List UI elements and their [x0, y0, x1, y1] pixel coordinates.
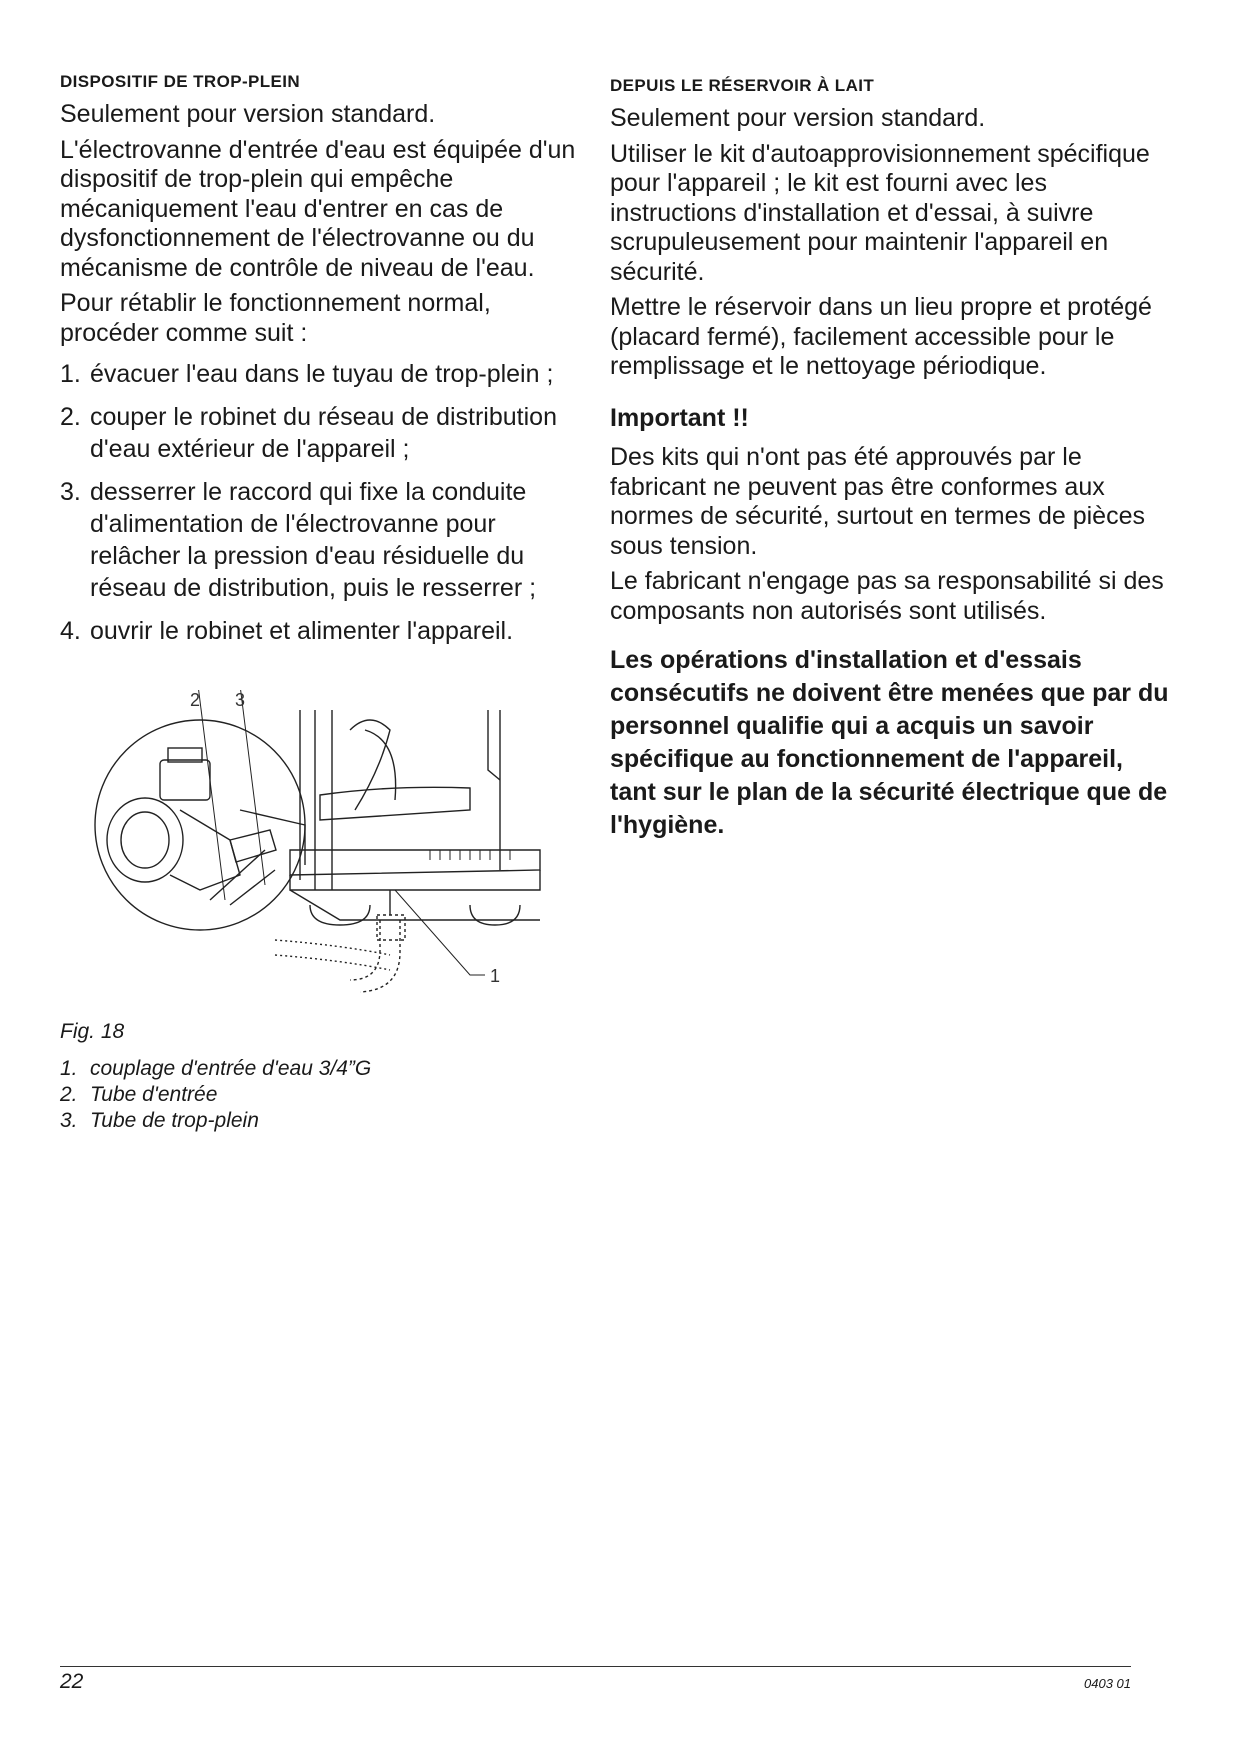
safety-warning: Les opérations d'installation et d'essais consécutifs ne doivent être menées que par du personnel qualifie qui a acquis un savoir spécifique au fonctionnement de l'appareil, tant sur le plan de la sécurité électrique que de l'hygiène.: [610, 646, 1169, 839]
paragraph: L'électrovanne d'entrée d'eau est équipée d'un dispositif de trop-plein qui empêche mécaniquement l'eau d'entrer en cas de dysfonctionnement de l'électrovanne ou du mécanisme de contrôle de niveau de l'eau.: [60, 135, 576, 282]
callout-2: 2: [190, 690, 201, 710]
legend-number: 2.: [60, 1083, 78, 1106]
paragraph: Le fabricant n'engage pas sa responsabilité si des composants non autorisés sont utilisés.: [610, 567, 1164, 625]
page-number: 22: [60, 1670, 84, 1693]
section-heading-overflow: DISPOSITIF DE TROP-PLEIN: [60, 72, 301, 91]
figure-caption: Fig. 18: [60, 1020, 125, 1043]
paragraph: Des kits qui n'ont pas été approuvés par le fabricant ne peuvent pas être conformes aux normes de sécurité, surtout en termes de pièces sous tension.: [610, 443, 1145, 560]
step-item: [60, 476, 590, 604]
step-item: [60, 358, 590, 390]
paragraph: Utiliser le kit d'autoapprovisionnement spécifique pour l'appareil ; le kit est fourni avec les instructions d'installation et d'essai, à suivre scrupuleusement pour maintenir l'appareil en sécurité.: [610, 139, 1150, 286]
step-item: [60, 615, 590, 647]
legend-text: couplage d'entrée d'eau 3/4”G: [90, 1057, 372, 1080]
paragraph: Mettre le réservoir dans un lieu propre et protégé (placard fermé), facilement accessible pour le remplissage et le nettoyage périodique.: [610, 293, 1152, 380]
important-label: Important !!: [610, 403, 749, 432]
legend-item: [60, 1108, 371, 1134]
legend-number: 1.: [60, 1057, 78, 1080]
callout-1: 1: [490, 966, 501, 986]
legend-number: 3.: [60, 1109, 78, 1132]
step-number: 4.: [60, 617, 81, 645]
left-column: [60, 72, 590, 658]
paragraph: Seulement pour version standard.: [610, 104, 986, 132]
section-heading-milk-tank: DEPUIS LE RÉSERVOIR À LAIT: [610, 76, 875, 95]
step-text: ouvrir le robinet et alimenter l'appareil.: [90, 617, 514, 645]
figure-18-diagram: [90, 690, 580, 1000]
legend-text: Tube de trop-plein: [90, 1109, 259, 1132]
step-text: desserrer le raccord qui fixe la conduite d'alimentation de l'électrovanne pour relâcher la pression d'eau résiduelle du réseau de distribution, puis le resserrer ;: [90, 478, 537, 602]
legend-text: Tube d'entrée: [90, 1083, 218, 1106]
right-column: [610, 72, 1170, 848]
step-text: évacuer l'eau dans le tuyau de trop-plein ;: [90, 360, 554, 388]
document-code: 0403 01: [1084, 1676, 1131, 1691]
footer-divider: [60, 1666, 1131, 1667]
step-number: 1.: [60, 360, 81, 388]
legend-item: [60, 1056, 371, 1082]
valve-illustration: [90, 690, 580, 1000]
step-item: [60, 401, 590, 465]
paragraph: Pour rétablir le fonctionnement normal, procéder comme suit :: [60, 289, 491, 347]
step-text: couper le robinet du réseau de distribution d'eau extérieur de l'appareil ;: [90, 403, 557, 463]
callout-3: 3: [235, 690, 246, 710]
procedure-steps: [60, 358, 590, 647]
paragraph: Seulement pour version standard.: [60, 100, 436, 128]
step-number: 3.: [60, 478, 81, 506]
figure-legend: [60, 1056, 371, 1134]
legend-item: [60, 1082, 371, 1108]
step-number: 2.: [60, 403, 81, 431]
